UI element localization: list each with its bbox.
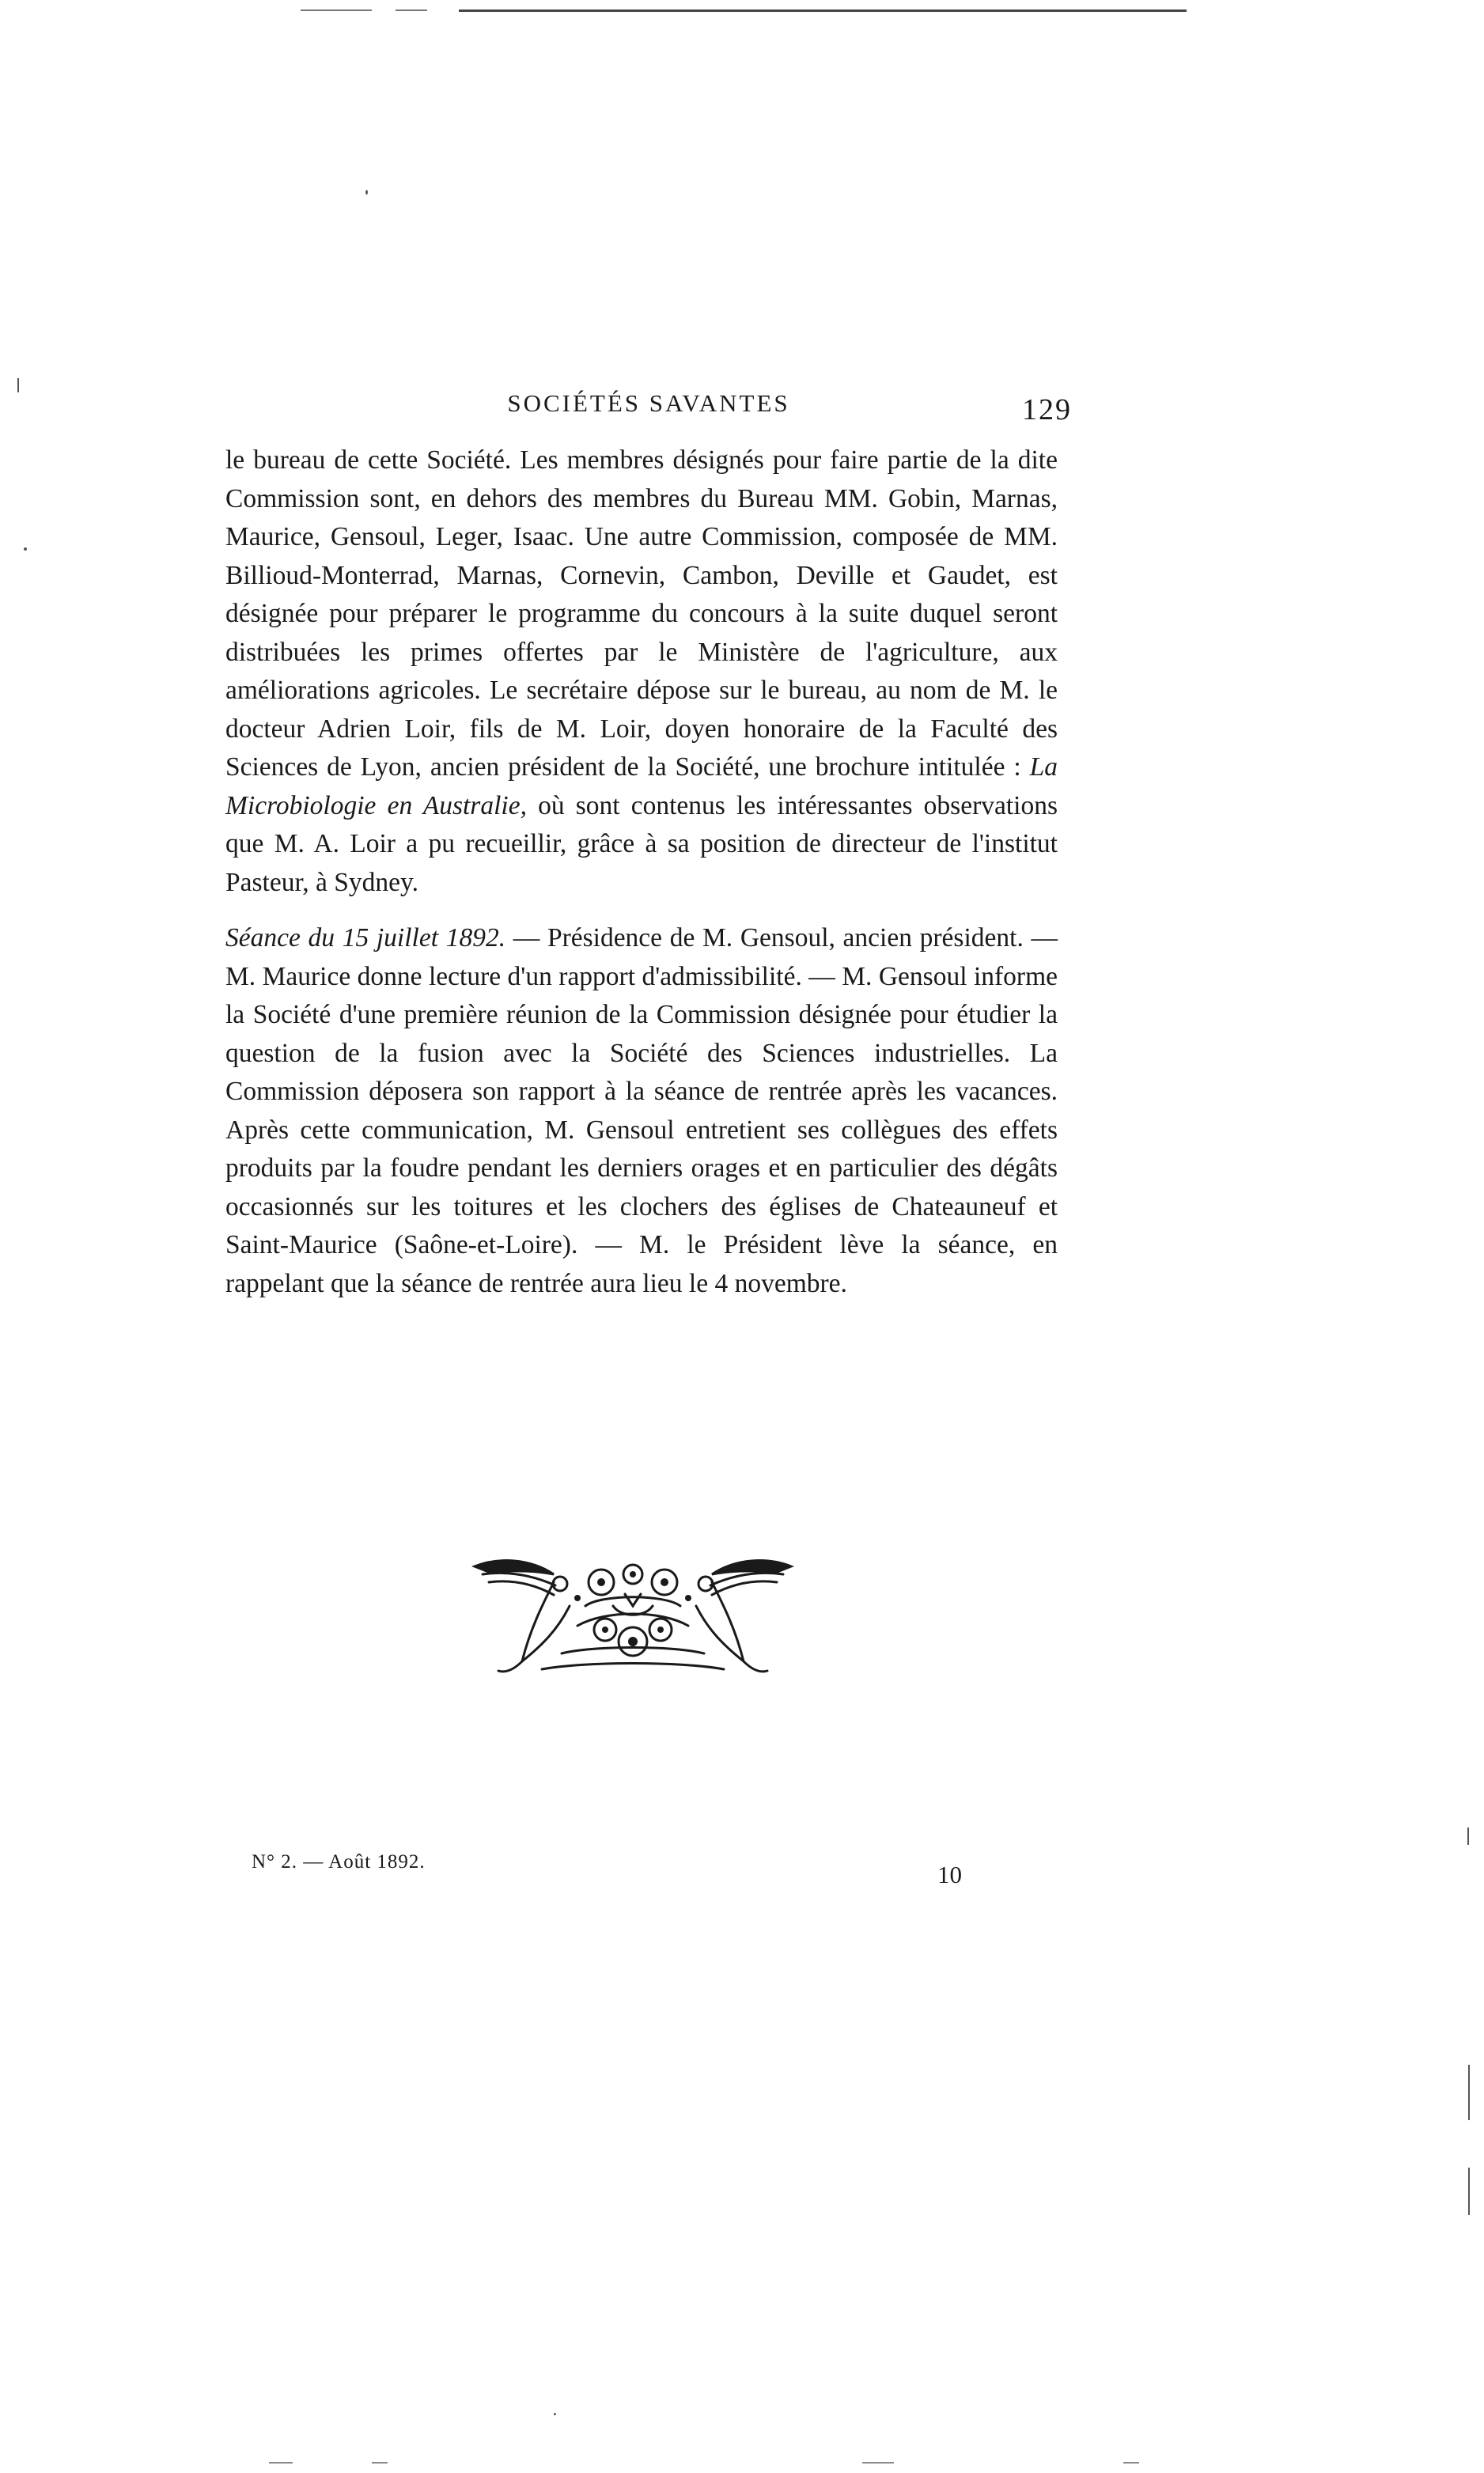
page-number: 129 xyxy=(1022,393,1072,426)
scan-edge-mark xyxy=(1123,2462,1139,2464)
margin-tick xyxy=(1468,2065,1470,2120)
margin-tick xyxy=(1468,2168,1470,2215)
scan-edge-mark xyxy=(396,9,427,11)
paragraph xyxy=(225,441,1058,902)
scan-edge-mark xyxy=(301,9,372,11)
winged-griffins-tailpiece-icon xyxy=(467,1551,799,1681)
scan-edge-mark xyxy=(269,2462,293,2464)
margin-tick xyxy=(1467,1827,1469,1845)
scan-speck xyxy=(365,190,368,195)
paragraph-text: — Présidence de M. Gensoul, ancien président. — M. Maurice donne lecture d'un rapport d'admissibilité. — M. Gensoul informe la Société d'une première réunion de la Commission désignée pour étudier la question de la fusion avec la Société des Sciences industrielles. La Commission déposera son rapport à la séance de rentrée après les vacances. Après cette communication, M. Gensoul entretient ses collègues des effets produits par la foudre pendant les derniers orages et en particulier des dégâts occasionnés sur les toitures et les clochers des églises de Chateauneuf et Saint-Maurice (Saône-et-Loire). — M. le Président lève la séance, en rappelant que la séance de rentrée aura lieu le 4 novembre. xyxy=(225,923,1058,1298)
scan-speck xyxy=(554,2413,556,2415)
signature-mark: 10 xyxy=(937,1861,962,1888)
scan-edge-mark xyxy=(372,2462,388,2464)
paragraph xyxy=(225,919,1058,1303)
margin-tick xyxy=(17,378,19,392)
scan-edge-rule xyxy=(459,9,1187,12)
scan-edge-mark xyxy=(862,2462,894,2464)
running-title: SOCIÉTÉS SAVANTES xyxy=(507,389,790,417)
issue-line: N° 2. — Août 1892. xyxy=(252,1851,426,1873)
body-text xyxy=(225,441,1058,1303)
session-heading: Séance du 15 juillet 1892. xyxy=(225,923,506,952)
brochure-title: La Microbiologie en Australie, xyxy=(225,752,1058,820)
paragraph-text: le bureau de cette Société. Les membres désignés pour faire partie de la dite Commission sont, en dehors des membres du Bureau MM. Gobin, Marnas, Maurice, Gensoul, Leger, Isaac. Une autre Commission, composée de MM. Billioud-Monterrad, Marnas, Cornevin, Cambon, Deville et Gaudet, est désignée pour préparer le programme du concours à la suite duquel seront distribuées les primes offertes par le Ministère de l'agriculture, aux améliorations agricoles. Le secrétaire dépose sur le bureau, au nom de M. le docteur Adrien Loir, fils de M. Loir, doyen honoraire de la Faculté des Sciences de Lyon, ancien président de la Société, une brochure intitulée : xyxy=(225,445,1058,782)
scan-speck xyxy=(24,547,27,551)
running-head xyxy=(225,389,1072,429)
paragraph-text: où sont contenus les intéressantes observations que M. A. Loir a pu recueillir, grâce à sa position de directeur de l'institut Pasteur, à Sydney. xyxy=(225,790,1058,897)
